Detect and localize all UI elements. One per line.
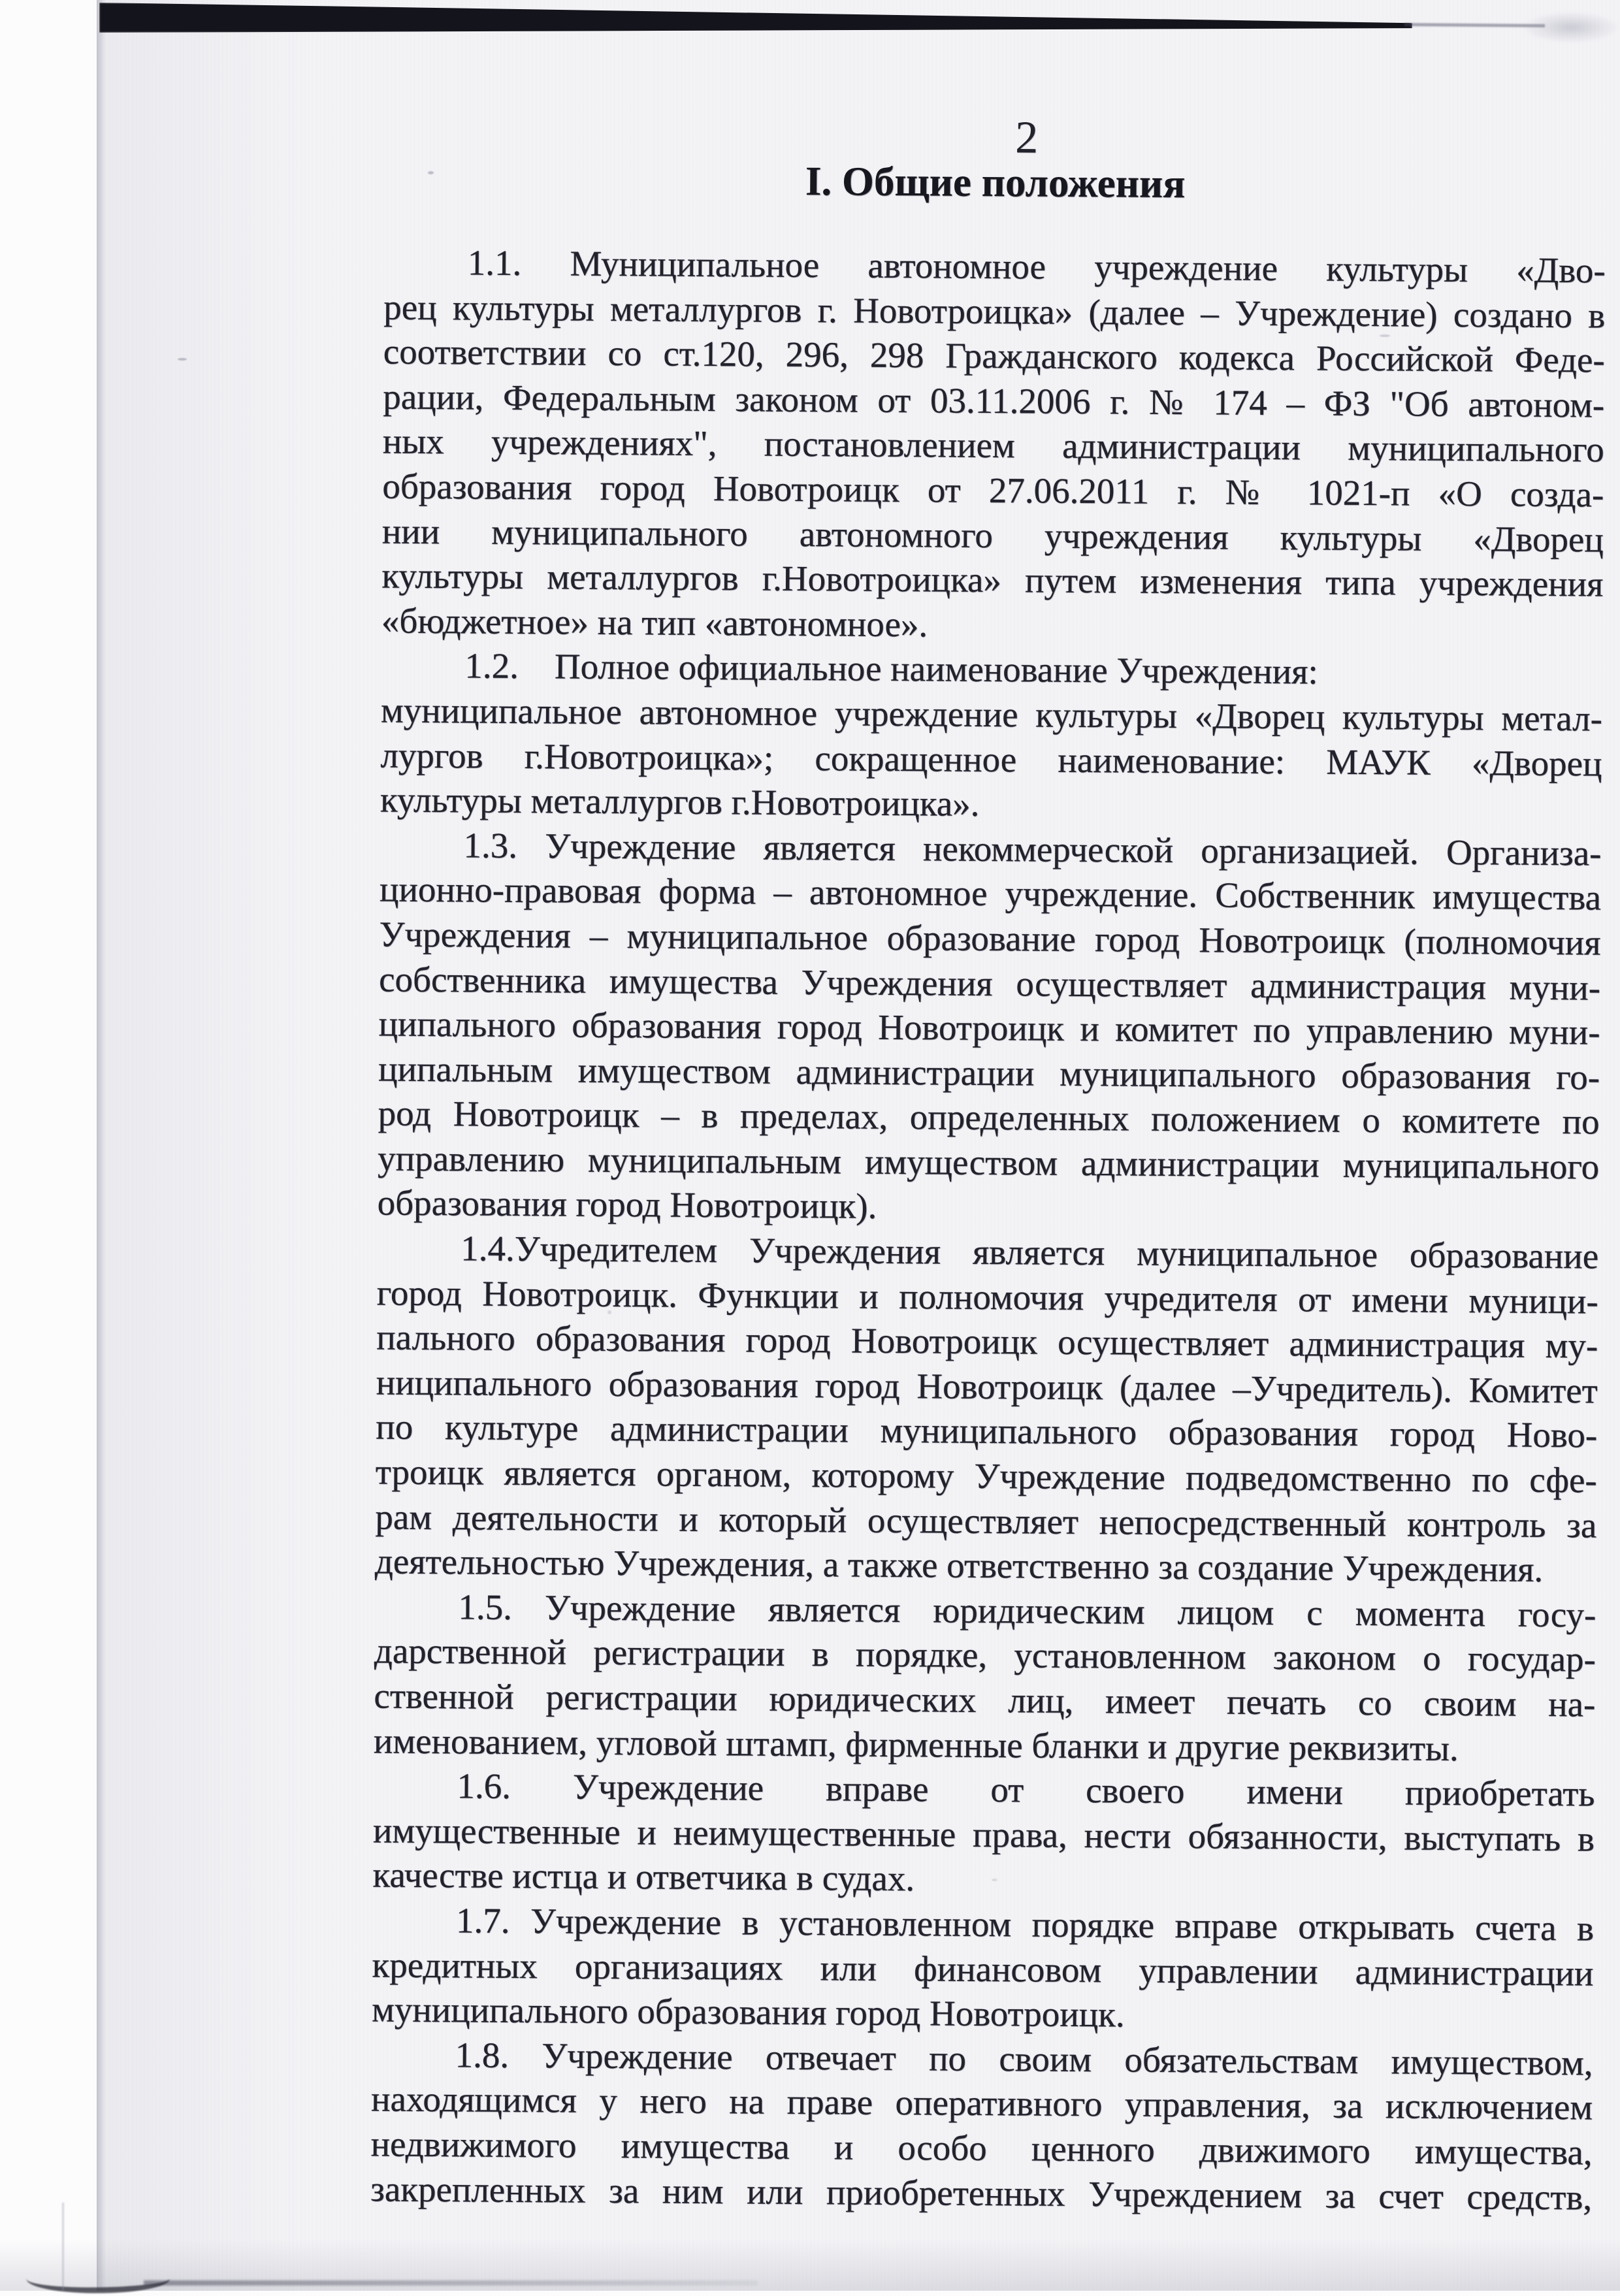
text-line: рации, Федеральным законом от 03.11.2006 г. № 174 – ФЗ "Об автоном- xyxy=(383,376,1605,425)
text-line: 1.6. Учреждение вправе от своего имени приобретать xyxy=(457,1766,1595,1814)
document-content xyxy=(89,0,1620,2296)
text-line: ципального образования город Новотроицк и комитет по управлению муни- xyxy=(378,1003,1600,1052)
text-line: культуры металлургов г.Новотроицка». xyxy=(380,779,980,824)
text-line: троицк является органом, которому Учреждение подведомственно по сфе- xyxy=(375,1451,1597,1500)
text-line: ниципального образования город Новотроицк (далее –Учредитель). Комитет xyxy=(376,1362,1598,1411)
text-line: нии муниципального автономного учреждения культуры «Дворец xyxy=(381,511,1604,560)
text-line: закрепленных за ним или приобретенных Учреждением за счет средств, xyxy=(370,2168,1593,2218)
text-line: недвижимого имущества и особо ценного движимого имущества, xyxy=(370,2124,1593,2173)
text-line: находящимся у него на праве оперативного управления, за исключением xyxy=(370,2078,1593,2127)
text-line: 1.5. Учреждение является юридическим лицом с момента госу- xyxy=(458,1587,1596,1635)
text-line: кредитных организациях или финансовом управлении администрации xyxy=(372,1945,1594,1994)
text-line: род Новотроицк – в пределах, определенных положением о комитете по xyxy=(378,1093,1600,1142)
text-line: ных учреждениях", постановлением администрации муниципального xyxy=(382,421,1604,470)
text-line: 1.1. Муниципальное автономное учреждение культуры «Дво- xyxy=(467,242,1606,291)
scan-speck xyxy=(1171,410,1178,413)
scan-artifact-bottom-streak xyxy=(144,2280,758,2286)
text-line: 1.4.Учредителем Учреждения является муниципальное образование xyxy=(460,1228,1599,1276)
text-line: по культуре администрации муниципального образования город Ново- xyxy=(376,1406,1598,1455)
text-line: ционно-правовая форма – автономное учреждение. Собственник имущества xyxy=(379,869,1602,918)
text-line: ственной регистрации юридических лиц, имеет печать со своим на- xyxy=(374,1675,1596,1724)
text-line: именованием, угловой штамп, фирменные бланки и другие реквизиты. xyxy=(373,1721,1459,1768)
text-line: Учреждения – муниципальное образование город Новотроицк (полномочия xyxy=(379,914,1601,963)
text-line: 1.3. Учреждение является некоммерческой организацией. Организа- xyxy=(463,825,1602,873)
text-line: город Новотроицк. Функции и полномочия учредителя от имени муници- xyxy=(376,1272,1598,1321)
scan-speck xyxy=(178,358,187,361)
scan-speck xyxy=(992,1879,997,1881)
text-line: управлению муниципальным имуществом администрации муниципального xyxy=(377,1138,1600,1187)
scan-speck xyxy=(428,171,434,174)
text-line: 1.7. Учреждение в установленном порядке вправе открывать счета в xyxy=(455,1900,1595,1948)
document-body xyxy=(370,240,1606,2220)
text-line: соответствии со ст.120, 296, 298 Гражданского кодекса Российской Феде- xyxy=(383,331,1605,380)
text-line: муниципальное автономное учреждение культуры «Дворец культуры метал- xyxy=(380,690,1603,739)
text-line: рец культуры металлургов г. Новотроицка» (далее – Учреждение) создано в xyxy=(383,287,1606,336)
text-line: деятельностью Учреждения, а также ответственно за создание Учреждения. xyxy=(374,1541,1544,1590)
page-number: 2 xyxy=(1014,112,1039,163)
text-line: собственника имущества Учреждения осуществляет администрация муни- xyxy=(378,958,1601,1008)
text-line: образования город Новотроицк). xyxy=(377,1182,877,1227)
scan-speck xyxy=(1380,334,1390,337)
section-heading: I. Общие положения xyxy=(805,158,1186,207)
scan-artifact-edge-line xyxy=(62,2203,64,2291)
text-line: 1.8. Учреждение отвечает по своим обязательствам имуществом, xyxy=(455,2035,1593,2083)
text-line: муниципального образования город Новотроицк. xyxy=(371,1989,1125,2035)
document-page xyxy=(97,0,1620,2291)
text-line: качестве истца и ответчика в судах. xyxy=(372,1854,915,1899)
text-line: лургов г.Новотроицка»; сокращенное наименование: МАУК «Дворец xyxy=(380,735,1602,784)
text-line: 1.2. Полное официальное наименование Учреждения: xyxy=(464,645,1318,692)
scan-artifact-top-right-smudge xyxy=(1522,12,1620,43)
text-line: дарственной регистрации в порядке, установленном законом о государ- xyxy=(374,1630,1596,1679)
scan-speck xyxy=(608,1310,611,1314)
text-line: «бюджетное» на тип «автономное». xyxy=(381,600,928,645)
text-line: культуры металлургов г.Новотроицка» путем изменения типа учреждения xyxy=(381,555,1604,604)
text-line: ципальным имуществом администрации муниципального образования го- xyxy=(378,1048,1600,1097)
text-line: рам деятельности и который осуществляет непосредственный контроль за xyxy=(375,1496,1597,1545)
text-line: имущественные и неимущественные права, нести обязанности, выступать в xyxy=(372,1810,1595,1859)
text-line: образования город Новотроицк от 27.06.2011 г. № 1021-п «О созда- xyxy=(382,466,1604,515)
text-line: пального образования город Новотроицк осуществляет администрация му- xyxy=(376,1317,1598,1366)
